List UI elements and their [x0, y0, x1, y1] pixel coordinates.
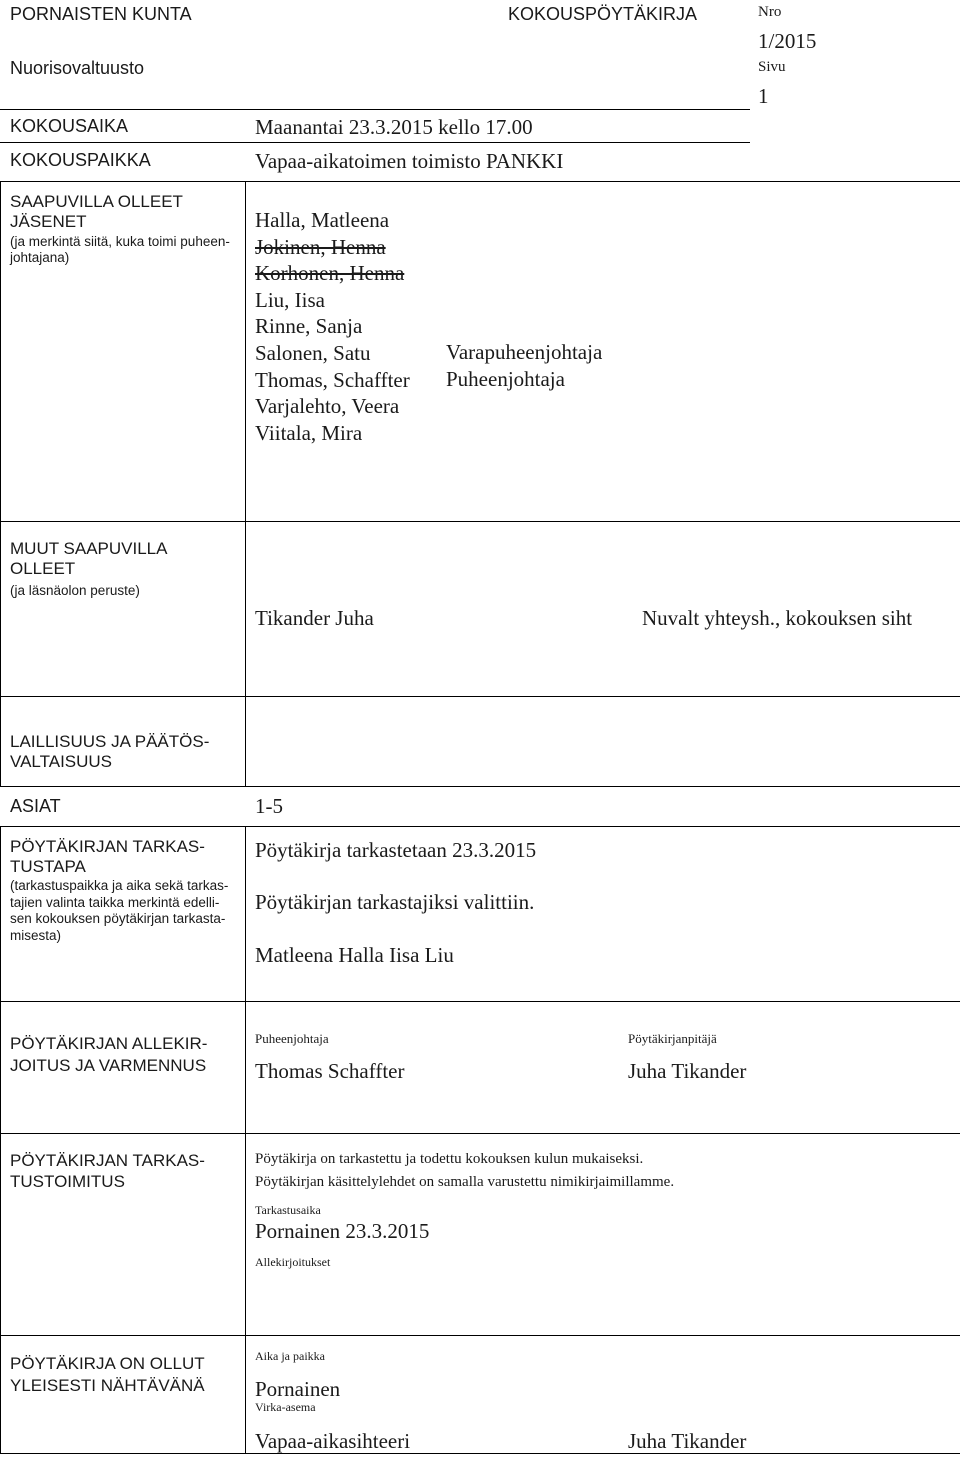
- public-label: [10, 1353, 205, 1397]
- border: [245, 1133, 246, 1335]
- border: [0, 826, 1, 1001]
- organization-name: PORNAISTEN KUNTA: [10, 4, 192, 24]
- secretary-title: Pöytäkirjanpitäjä: [628, 1031, 717, 1046]
- secretary-name: Juha Tikander: [628, 1059, 747, 1083]
- chair-name: Thomas Schaffter: [255, 1059, 405, 1083]
- position-label: Virka-asema: [255, 1400, 316, 1414]
- review-done-label-line: PÖYTÄKIRJAN TARKAS-: [10, 1151, 205, 1170]
- border: [0, 1001, 1, 1133]
- review-time-label: Tarkastusaika: [255, 1203, 321, 1217]
- signatures-field-label: Allekirjoitukset: [255, 1255, 331, 1269]
- review-done-label-line: TUSTOIMITUS: [10, 1172, 125, 1191]
- member-name: Salonen, Satu: [255, 340, 371, 365]
- meeting-time-label: KOKOUSAIKA: [10, 116, 129, 136]
- legality-label: [10, 732, 209, 772]
- legality-label-line: LAILLISUUS JA PÄÄTÖS-: [10, 732, 210, 751]
- divider: [0, 142, 750, 143]
- member-name: Liu, Iisa: [255, 287, 325, 312]
- public-name: Juha Tikander: [628, 1429, 747, 1453]
- review-done-label: [10, 1150, 205, 1192]
- reviewers-selected: Pöytäkirjan tarkastajiksi valittiin.: [255, 890, 535, 914]
- border: [245, 696, 246, 786]
- members-label-line: SAAPUVILLA OLLEET: [10, 192, 183, 211]
- signatures-label: [10, 1033, 207, 1077]
- member-role-vice-chair: Varapuheenjohtaja: [446, 340, 603, 364]
- divider: [0, 826, 960, 827]
- members-note-line: johtajana): [10, 250, 70, 265]
- items-value: 1-5: [255, 794, 283, 818]
- member-name: Rinne, Sanja: [255, 314, 363, 339]
- meeting-place-value: Vapaa-aikatoimen toimisto PANKKI: [255, 149, 564, 173]
- member-name: Thomas, Schaffter: [255, 367, 410, 392]
- border: [0, 696, 1, 786]
- divider: [0, 181, 960, 182]
- document-type: KOKOUSPÖYTÄKIRJA: [508, 4, 698, 24]
- member-name: Korhonen, Henna: [255, 261, 405, 286]
- public-position: Vapaa-aikasihteeri: [255, 1429, 411, 1453]
- review-method-label: [10, 837, 205, 877]
- meeting-time-value: Maanantai 23.3.2015 kello 17.00: [255, 115, 533, 139]
- members-note-line: (ja merkintä siitä, kuka toimi puheen-: [10, 234, 230, 249]
- border: [0, 1133, 1, 1335]
- body-name: Nuorisovaltuusto: [10, 58, 145, 78]
- border: [0, 521, 1, 696]
- others-name: Tikander Juha: [255, 606, 374, 630]
- border: [245, 521, 246, 696]
- members-list: [255, 207, 410, 446]
- border: [0, 1335, 1, 1453]
- page-label: Sivu: [758, 59, 786, 75]
- signatures-label-line: JOITUS JA VARMENNUS: [10, 1056, 207, 1075]
- bottom-border: [0, 1453, 960, 1454]
- legality-label-line: VALTAISUUS: [10, 752, 113, 771]
- border: [245, 1335, 246, 1453]
- members-note: [10, 234, 230, 266]
- member-name: Varjalehto, Veera: [255, 394, 400, 419]
- border: [245, 826, 246, 1001]
- meeting-place-label: KOKOUSPAIKKA: [10, 150, 151, 170]
- page-value: 1: [758, 84, 769, 108]
- signatures-label-line: PÖYTÄKIRJAN ALLEKIR-: [10, 1034, 208, 1053]
- review-done-statement: Pöytäkirja on tarkastettu ja todettu kokouksen kulun mukaiseksi.: [255, 1151, 644, 1167]
- public-label-line: PÖYTÄKIRJA ON OLLUT: [10, 1354, 205, 1373]
- review-method-note-line: tajien valinta taikka merkintä edelli-: [10, 894, 220, 910]
- chair-title: Puheenjohtaja: [255, 1031, 329, 1046]
- divider: [0, 696, 960, 697]
- divider: [0, 1001, 960, 1002]
- member-name: Jokinen, Henna: [255, 234, 386, 259]
- review-done-initials: Pöytäkirjan käsittelylehdet on samalla varustettu nimikirjaimillamme.: [255, 1174, 675, 1190]
- members-label-line: JÄSENET: [10, 212, 87, 231]
- review-method-note-line: misesta): [10, 927, 62, 943]
- member-name: Viitala, Mira: [255, 420, 363, 445]
- divider: [0, 786, 960, 787]
- border: [245, 181, 246, 521]
- member-name: Halla, Matleena: [255, 208, 390, 232]
- header-divider: [0, 109, 750, 110]
- review-date: Pöytäkirja tarkastetaan 23.3.2015: [255, 838, 537, 862]
- review-method-note-line: (tarkastuspaikka ja aika sekä tarkas-: [10, 878, 229, 893]
- others-label: [10, 539, 167, 579]
- review-method-note: [10, 878, 228, 944]
- divider: [0, 1133, 960, 1134]
- time-place-label: Aika ja paikka: [255, 1349, 325, 1363]
- public-label-line: YLEISESTI NÄHTÄVÄNÄ: [10, 1376, 205, 1395]
- items-label: ASIAT: [10, 796, 61, 816]
- others-label-line: MUUT SAAPUVILLA: [10, 539, 168, 558]
- others-label-line: OLLEET: [10, 559, 76, 578]
- divider: [0, 1335, 960, 1336]
- public-place: Pornainen: [255, 1377, 341, 1401]
- border: [245, 1001, 246, 1133]
- number-label: Nro: [758, 4, 782, 20]
- reviewers-names: Matleena Halla Iisa Liu: [255, 943, 454, 967]
- others-role: Nuvalt yhteysh., kokouksen siht: [642, 606, 913, 630]
- others-note: (ja läsnäolon peruste): [10, 583, 140, 598]
- member-role-chair: Puheenjohtaja: [446, 367, 565, 391]
- review-method-note-line: sen kokouksen pöytäkirjan tarkasta-: [10, 911, 226, 926]
- divider: [0, 521, 960, 522]
- review-method-label-line: TUSTAPA: [10, 857, 86, 876]
- review-time-value: Pornainen 23.3.2015: [255, 1219, 430, 1243]
- number-value: 1/2015: [758, 29, 817, 53]
- review-method-label-line: PÖYTÄKIRJAN TARKAS-: [10, 837, 205, 856]
- border: [0, 181, 1, 521]
- members-label: [10, 192, 183, 232]
